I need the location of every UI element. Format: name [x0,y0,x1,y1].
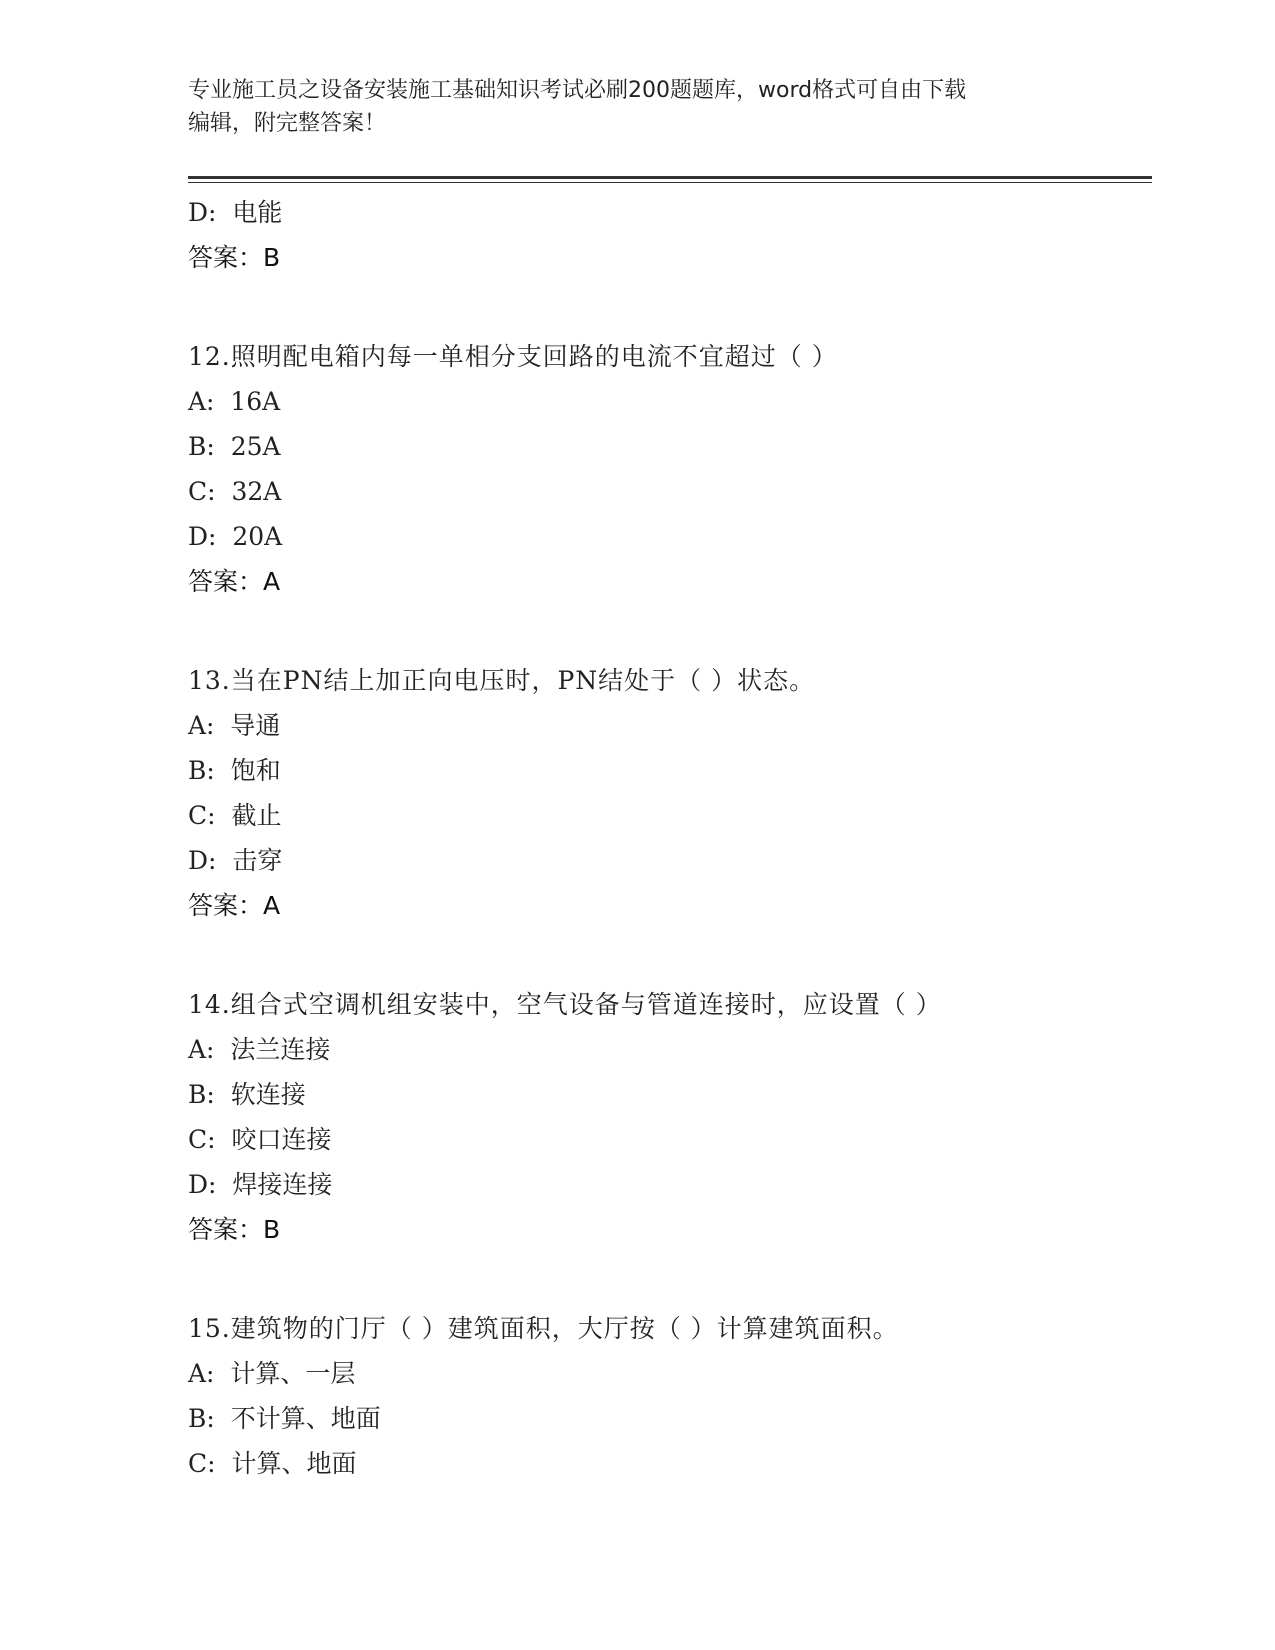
option-c: C: 咬口连接 [188,1125,332,1154]
option-d: D: 击穿 [188,846,283,875]
document-header [188,74,1068,140]
header-divider-thick [188,176,1152,179]
option-c: C: 计算、地面 [188,1449,357,1478]
option-a: A: 法兰连接 [188,1035,331,1064]
option-d: D: 电能 [188,198,283,227]
header-divider-thin [188,182,1152,183]
question-title: 13.当在PN结上加正向电压时，PN结处于（ ）状态。 [188,666,816,695]
option-a: A: 计算、一层 [188,1359,356,1388]
option-d: D: 焊接连接 [188,1170,333,1199]
option-c: C: 截止 [188,801,282,830]
question-list [188,190,1152,1486]
question-block-13 [188,658,1152,928]
question-title: 14.组合式空调机组安装中，空气设备与管道连接时，应设置（ ） [188,990,942,1019]
option-b: B: 不计算、地面 [188,1404,381,1433]
option-b: B: 软连接 [188,1080,306,1109]
question-block-14 [188,982,1152,1252]
option-b: B: 饱和 [188,756,281,785]
question-title: 12.照明配电箱内每一单相分支回路的电流不宜超过（ ） [188,342,838,371]
answer-line: 答案：A [188,567,281,596]
question-block-12 [188,334,1152,604]
option-a: A: 16A [188,387,281,416]
answer-line: 答案：B [188,1215,281,1244]
question-title: 15.建筑物的门厅（ ）建筑面积，大厅按（ ）计算建筑面积。 [188,1314,899,1343]
option-b: B: 25A [188,432,281,461]
header-line-1: 专业施工员之设备安装施工基础知识考试必刷200题题库，word格式可自由下载 [188,78,967,103]
answer-line: 答案：B [188,243,281,272]
option-d: D: 20A [188,522,283,551]
header-line-2: 编辑，附完整答案！ [188,111,387,136]
option-c: C: 32A [188,477,282,506]
question-block-15 [188,1306,1152,1486]
option-a: A: 导通 [188,711,281,740]
answer-line: 答案：A [188,891,281,920]
question-block-11 [188,190,1152,280]
